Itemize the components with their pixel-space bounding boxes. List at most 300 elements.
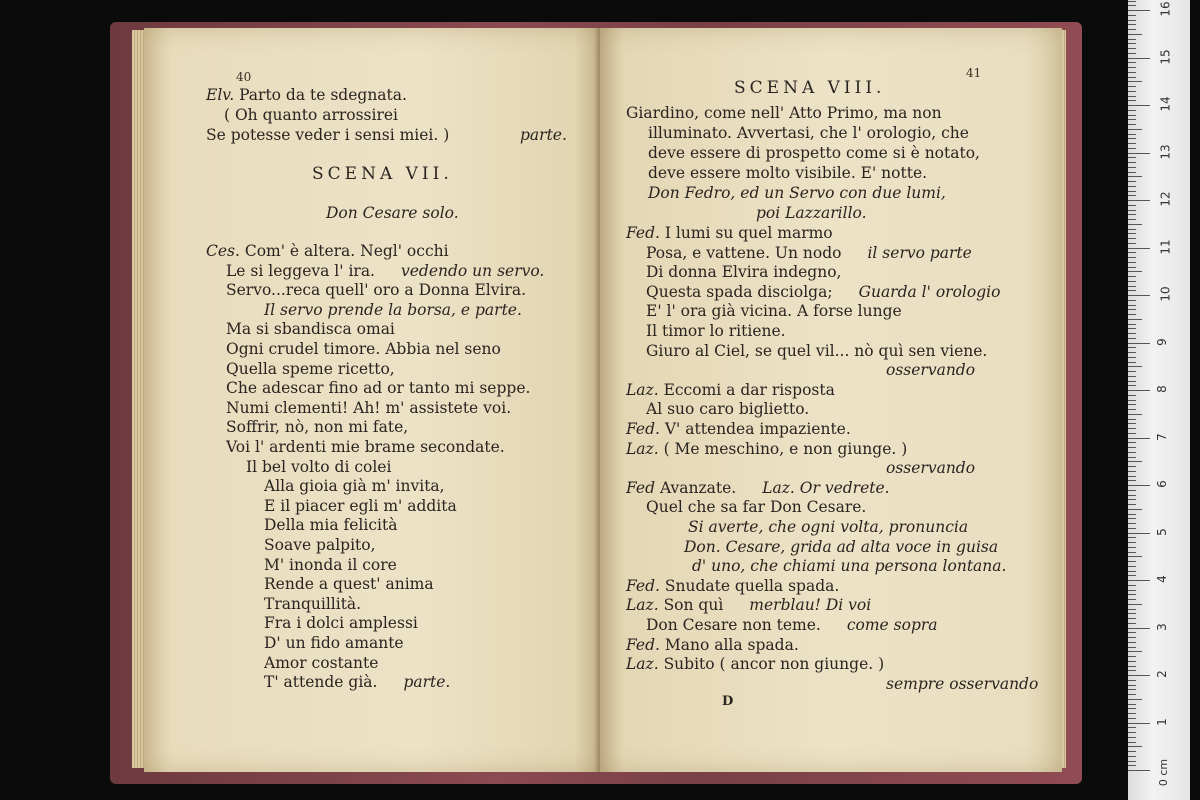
verse-line: Se potesse veder i sensi miei. ) parte. (206, 126, 567, 144)
ruler-tick (1128, 229, 1136, 230)
verse-line (626, 224, 833, 243)
verse-text: Il timor lo ritiene. (646, 322, 786, 340)
ruler-tick (1128, 243, 1136, 244)
stage-direction: merblau! Di voi (749, 596, 872, 615)
ruler-tick (1128, 556, 1142, 557)
ruler-tick (1128, 428, 1136, 429)
stage-direction: Don. Cesare, grida ad alta voce in guisa (684, 537, 999, 556)
ruler-label: 16 (1158, 1, 1173, 17)
verse-line (626, 636, 799, 655)
ruler-tick (1128, 10, 1150, 11)
verse-line (646, 400, 809, 419)
verse-text: Soffrir, nò, non mi fate, (226, 418, 409, 437)
ruler-label: 12 (1158, 191, 1173, 207)
ruler-tick (1128, 547, 1136, 548)
ruler-tick (1128, 642, 1136, 643)
ruler-tick (1128, 542, 1136, 543)
verse-text: Amor costante (264, 653, 379, 672)
ruler-tick (1128, 613, 1136, 614)
ruler-tick (1128, 689, 1136, 690)
ruler-tick (1128, 62, 1136, 63)
ruler-tick (1128, 29, 1136, 30)
verse-line (264, 673, 450, 692)
ruler-tick (1128, 670, 1136, 671)
ruler-tick (1128, 181, 1136, 182)
ruler-tick (1128, 48, 1136, 49)
verse-line (646, 244, 972, 263)
scene-subheading: Don Cesare solo. (326, 204, 459, 222)
ruler-tick (1128, 172, 1136, 173)
speaker-label: Laz. (626, 380, 664, 399)
ruler-tick (1128, 81, 1142, 82)
stage-direction: vedendo un servo. (400, 261, 545, 280)
speaker-label: Fed. (626, 224, 665, 242)
ruler-tick (1128, 609, 1136, 610)
ruler-label: 5 (1154, 527, 1169, 536)
verse-text: Voi l' ardenti mie brame secondate. (226, 438, 505, 456)
verse-text: ( Me meschino, e non giunge. ) (663, 439, 908, 458)
ruler-tick (1128, 708, 1136, 709)
verse-line (264, 614, 418, 633)
verse-text: Rende a quest' anima (264, 575, 434, 594)
ruler-tick (1128, 537, 1136, 538)
stage-direction: Laz. Or vedrete. (762, 478, 890, 497)
ruler-tick (1128, 157, 1136, 158)
ruler-label: 11 (1158, 238, 1173, 255)
ruler-tick (1128, 143, 1136, 144)
ruler-tick (1128, 599, 1136, 600)
verse-line (264, 634, 404, 653)
stage-direction: d' uno, che chiami una persona lontana. (692, 557, 1007, 576)
verse-line (226, 340, 501, 359)
verse-line (646, 283, 1000, 302)
ruler-tick (1128, 252, 1136, 253)
ruler-tick (1128, 347, 1136, 348)
verse-line (246, 458, 391, 477)
ruler-tick (1128, 661, 1136, 662)
speaker-label: Fed. (626, 420, 665, 438)
ruler-tick (1128, 746, 1142, 747)
ruler-tick (1128, 343, 1150, 344)
verse-line (264, 536, 376, 555)
verse-line (646, 616, 938, 635)
verse-line (626, 655, 884, 674)
ruler-tick (1128, 761, 1136, 762)
stage-line: deve essere molto visibile. E' notte. (648, 164, 928, 182)
ruler-tick (1128, 742, 1136, 743)
ruler-label: 9 (1154, 337, 1169, 346)
verse-line (886, 361, 975, 380)
ruler-tick (1128, 409, 1136, 410)
stage-direction: il servo parte (867, 243, 972, 262)
verse-line (646, 302, 902, 321)
verse-text: Snudate quella spada. (664, 576, 840, 595)
ruler-tick (1128, 442, 1136, 443)
verse-line (886, 675, 1038, 694)
ruler-tick (1128, 96, 1136, 97)
speaker-label: Laz. (626, 596, 664, 615)
ruler-tick (1128, 191, 1136, 192)
ruler-tick (1128, 514, 1136, 515)
ruler-label: 15 (1158, 48, 1173, 65)
ruler-tick (1128, 262, 1136, 263)
ruler-tick (1128, 281, 1136, 282)
ruler-tick (1128, 685, 1136, 686)
verse-text: D' un fido amante (264, 634, 404, 652)
stage-direction: sempre osservando (886, 674, 1039, 693)
verse-text: Com' è altera. Negl' occhi (244, 242, 449, 260)
ruler-tick (1128, 499, 1136, 500)
stage-direction: Il servo prende la borsa, e parte. (264, 300, 522, 319)
ruler-label: 2 (1154, 670, 1169, 678)
verse-text: Che adescar fino ad or tanto mi seppe. (226, 379, 531, 398)
ruler-tick (1128, 39, 1136, 40)
verse-line (226, 399, 511, 418)
ruler-tick (1128, 509, 1142, 510)
ruler-tick (1128, 214, 1136, 215)
verse-line (646, 263, 841, 282)
ruler-tick (1128, 286, 1136, 287)
ruler-tick (1128, 390, 1150, 391)
ruler-tick (1128, 105, 1150, 106)
verse-text: Mano alla spada. (664, 635, 799, 654)
ruler-tick (1128, 1, 1136, 2)
ruler-tick (1128, 756, 1136, 757)
ruler-tick (1128, 414, 1142, 415)
verse-line (626, 381, 835, 400)
ruler-tick (1128, 129, 1142, 130)
ruler-tick (1128, 433, 1136, 434)
ruler-tick (1128, 366, 1142, 367)
ruler-tick (1128, 362, 1136, 363)
right-page (600, 28, 1062, 772)
ruler-tick (1128, 647, 1136, 648)
ruler-tick (1128, 561, 1136, 562)
ruler-tick (1128, 713, 1136, 714)
verse-line (264, 556, 397, 575)
ruler-tick (1128, 575, 1136, 576)
verse-line (264, 575, 434, 594)
verse-line (626, 577, 839, 596)
ruler-tick (1128, 395, 1136, 396)
verse-text: Di donna Elvira indegno, (646, 263, 842, 282)
verse-line (226, 360, 395, 379)
ruler-tick (1128, 233, 1136, 234)
ruler-tick (1128, 119, 1136, 120)
verse-line (206, 242, 449, 261)
scene-heading: SCENA VIII. (734, 78, 886, 98)
ruler-tick (1128, 723, 1150, 724)
ruler-label: 3 (1154, 622, 1169, 631)
ruler-tick (1128, 300, 1136, 301)
ruler-tick (1128, 224, 1142, 225)
verse-line (646, 498, 866, 517)
left-page-number: 40 (236, 70, 252, 84)
ruler-tick (1128, 67, 1136, 68)
verse-text: Le si leggeva l' ira. (226, 261, 375, 280)
ruler-tick (1128, 381, 1136, 382)
verse-text: Giuro al Ciel, se quel vil... nò quì sen viene. (646, 341, 988, 360)
ruler-tick (1128, 162, 1136, 163)
verse-text: I lumi su quel marmo (664, 224, 833, 242)
ruler-tick (1128, 24, 1136, 25)
ruler-label: 14 (1158, 96, 1173, 112)
verse-line (264, 516, 397, 535)
ruler-tick (1128, 115, 1136, 116)
verse-line (688, 518, 968, 537)
ruler-tick (1128, 72, 1136, 73)
ruler-tick (1128, 466, 1136, 467)
ruler-label: 8 (1154, 385, 1169, 393)
stage-direction: osservando (886, 361, 976, 380)
ruler-label: 1 (1154, 717, 1169, 726)
verse-text: Ma si sbandisca omai (226, 320, 395, 339)
ruler-tick (1128, 694, 1136, 695)
ruler-tick (1128, 552, 1136, 553)
ruler-tick (1128, 566, 1136, 567)
verse-text: Tranquillità. (264, 594, 362, 613)
verse-text: Posa, e vattene. Un nodo (646, 243, 842, 262)
ruler-tick (1128, 438, 1150, 439)
verse-text: Quella speme ricetto, (226, 359, 395, 378)
ruler-tick (1128, 765, 1136, 766)
ruler-tick (1128, 447, 1136, 448)
ruler-tick (1128, 504, 1136, 505)
ruler-tick (1128, 732, 1136, 733)
ruler-tick (1128, 523, 1136, 524)
characters-line: Don Fedro, ed un Servo con due lumi, (648, 184, 946, 202)
verse-text: Alla gioia già m' invita, (264, 477, 445, 496)
ruler-label: 4 (1154, 575, 1169, 583)
ruler-tick (1128, 91, 1136, 92)
verse-text: V' attendea impaziente. (664, 420, 851, 438)
ruler-zero-label: 0 cm (1157, 758, 1171, 787)
verse-line (626, 420, 851, 439)
ruler-tick (1128, 238, 1136, 239)
ruler-tick (1128, 628, 1150, 629)
ruler-tick (1128, 656, 1136, 657)
speaker-label: Fed. (626, 576, 665, 595)
ruler-label: 13 (1158, 143, 1173, 160)
ruler-tick (1128, 623, 1136, 624)
verse-line (692, 557, 1006, 576)
verse-text: Della mia felicità (264, 516, 398, 535)
verse-line (264, 497, 457, 516)
ruler-tick (1128, 134, 1136, 135)
ruler-tick (1128, 20, 1136, 21)
ruler-tick (1128, 490, 1136, 491)
verse-line (886, 459, 975, 478)
speaker-label: Fed (626, 478, 660, 497)
signature-mark: D (722, 694, 734, 709)
ruler-tick (1128, 533, 1150, 534)
ruler-tick (1128, 110, 1136, 111)
ruler-tick (1128, 357, 1136, 358)
ruler-tick (1128, 476, 1136, 477)
verse-text: E il piacer egli m' addita (264, 496, 457, 515)
verse-text: Ogni crudel timore. Abbia nel seno (226, 340, 501, 358)
ruler-tick (1128, 737, 1136, 738)
ruler-tick (1128, 205, 1136, 206)
ruler-tick (1128, 518, 1136, 519)
ruler-tick (1128, 480, 1136, 481)
ruler-tick (1128, 195, 1136, 196)
ruler-tick (1128, 404, 1136, 405)
verse-line: Elv. Parto da te sdegnata. (206, 86, 407, 104)
verse-line (226, 418, 408, 437)
ruler-tick (1128, 461, 1142, 462)
ruler-tick (1128, 309, 1136, 310)
ruler-tick (1128, 632, 1136, 633)
ruler-tick (1128, 651, 1142, 652)
ruler-tick (1128, 704, 1136, 705)
verse-line (226, 281, 526, 300)
ruler-tick (1128, 718, 1136, 719)
verse-line (626, 479, 890, 498)
verse-line (684, 538, 998, 557)
ruler-tick (1128, 290, 1136, 291)
ruler-tick (1128, 186, 1136, 187)
ruler-tick (1128, 699, 1142, 700)
ruler-tick (1128, 571, 1136, 572)
stage-line: Giardino, come nell' Atto Primo, ma non (626, 104, 942, 122)
verse-text: Servo...reca quell' oro a Donna Elvira. (226, 281, 527, 300)
ruler-tick (1128, 457, 1136, 458)
verse-text: Avanzate. (659, 478, 737, 497)
verse-line (626, 596, 871, 615)
verse-line (226, 438, 505, 457)
stage-direction: come sopra (846, 616, 938, 634)
verse-text: M' inonda il core (264, 555, 397, 574)
ruler-tick (1128, 423, 1136, 424)
ruler-label: 10 (1158, 286, 1173, 302)
ruler-label: 6 (1154, 480, 1169, 488)
ruler-tick (1128, 53, 1136, 54)
characters-line: poi Lazzarillo. (756, 204, 867, 222)
ruler-tick (1128, 34, 1142, 35)
verse-line (264, 477, 445, 496)
ruler-tick (1128, 324, 1136, 325)
ruler-tick (1128, 594, 1136, 595)
ruler-tick (1128, 400, 1136, 401)
ruler-tick (1128, 167, 1136, 168)
speaker-label: Ces. (206, 242, 245, 260)
ruler-tick (1128, 528, 1136, 529)
ruler-tick (1128, 471, 1136, 472)
verse-line (226, 320, 395, 339)
ruler-tick (1128, 257, 1136, 258)
verse-text: Subito ( ancor non giunge. ) (663, 655, 885, 674)
ruler-tick (1128, 100, 1136, 101)
ruler-tick (1128, 314, 1136, 315)
ruler-tick (1128, 376, 1136, 377)
measuring-ruler (1128, 0, 1190, 800)
ruler-tick (1128, 338, 1136, 339)
ruler-tick (1128, 637, 1136, 638)
verse-line (226, 379, 530, 398)
ruler-tick (1128, 176, 1142, 177)
verse-text: Soave palpito, (264, 536, 376, 554)
ruler-tick (1128, 219, 1136, 220)
verse-line (226, 262, 544, 281)
ruler-tick (1128, 319, 1142, 320)
ruler-tick (1128, 590, 1136, 591)
ruler-tick (1128, 580, 1150, 581)
verse-text: Eccomi a dar risposta (663, 380, 835, 399)
verse-text: Son quì (663, 596, 724, 615)
ruler-tick (1128, 15, 1136, 16)
ruler-tick (1128, 680, 1136, 681)
verse-text: T' attende già. (264, 673, 378, 692)
ruler-tick (1128, 267, 1136, 268)
ruler-tick (1128, 485, 1150, 486)
ruler-tick (1128, 5, 1136, 6)
ruler-tick (1128, 666, 1136, 667)
verse-text: Questa spada disciolga; (646, 282, 833, 301)
ruler-label: 7 (1154, 432, 1169, 441)
speaker-label: Laz. (626, 439, 664, 458)
verse-line (626, 440, 907, 459)
verse-line: ( Oh quanto arrossirei (224, 106, 399, 124)
ruler-tick (1128, 276, 1136, 277)
verse-text: Fra i dolci amplessi (264, 614, 418, 633)
ruler-tick (1128, 371, 1136, 372)
verse-text: Il bel volto di colei (246, 457, 392, 476)
verse-text: Don Cesare non teme. (646, 616, 821, 634)
ruler-tick (1128, 333, 1136, 334)
left-verse-block (206, 242, 596, 722)
ruler-tick (1128, 77, 1136, 78)
ruler-tick (1128, 727, 1136, 728)
ruler-tick (1128, 200, 1150, 201)
verse-text: E' l' ora già vicina. A forse lunge (646, 302, 902, 321)
ruler-tick (1128, 328, 1136, 329)
ruler-tick (1128, 138, 1136, 139)
verse-text: Al suo caro biglietto. (646, 400, 810, 419)
scene-heading: SCENA VII. (312, 164, 453, 184)
ruler-tick (1128, 419, 1136, 420)
verse-text: Quel che sa far Don Cesare. (646, 498, 867, 517)
verse-line (646, 342, 987, 361)
right-verse-block (626, 224, 1046, 704)
ruler-tick (1128, 452, 1136, 453)
ruler-tick (1128, 385, 1136, 386)
stage-line: deve essere di prospetto come si è notato, (648, 144, 980, 162)
stage-direction: parte. (403, 673, 451, 692)
ruler-tick (1128, 770, 1150, 771)
ruler-tick (1128, 618, 1136, 619)
ruler-tick (1128, 305, 1136, 306)
ruler-tick (1128, 43, 1136, 44)
ruler-tick (1128, 153, 1150, 154)
ruler-tick (1128, 210, 1136, 211)
ruler-tick (1128, 58, 1150, 59)
ruler-tick (1128, 124, 1136, 125)
ruler-tick (1128, 751, 1136, 752)
verse-text: Numi clementi! Ah! m' assistete voi. (226, 398, 512, 417)
stage-direction: Guarda l' orologio (858, 282, 1001, 301)
ruler-tick (1128, 604, 1142, 605)
stage-direction: osservando (886, 459, 976, 478)
ruler-tick (1128, 271, 1142, 272)
ruler-tick (1128, 86, 1136, 87)
left-page (144, 28, 602, 772)
verse-line (264, 301, 522, 320)
stage-line: illuminato. Avvertasi, che l' orologio, che (648, 124, 969, 142)
ruler-tick (1128, 495, 1136, 496)
speaker-label: Laz. (626, 655, 664, 674)
ruler-tick (1128, 148, 1136, 149)
